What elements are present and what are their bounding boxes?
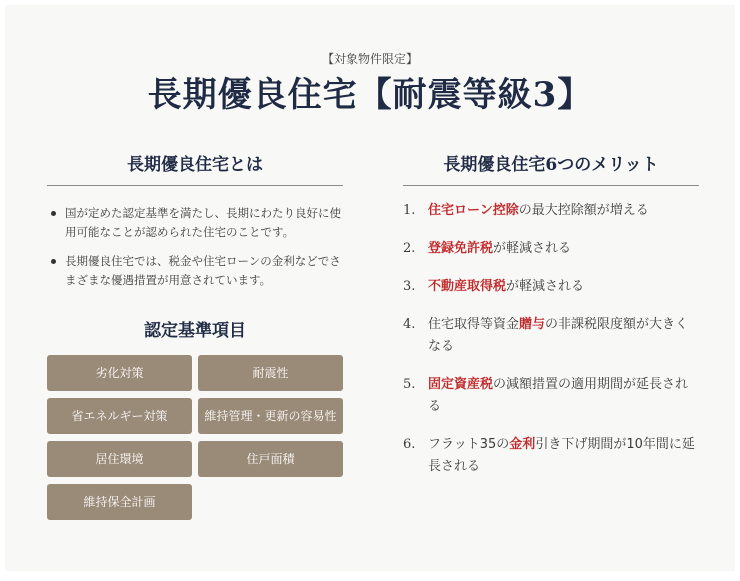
merit-number: 1. [403, 203, 416, 218]
list-item [47, 252, 343, 290]
merit-text-post: 引き下げ期間が10年間に延長される [428, 437, 695, 474]
list-item [47, 204, 343, 242]
criteria-tag: 省エネルギー対策 [47, 398, 192, 434]
merit-number: 2. [403, 241, 416, 256]
merit-highlight: 登録免許税 [428, 241, 494, 256]
merit-item [403, 314, 699, 358]
merit-number: 4. [403, 317, 416, 332]
merit-highlight: 金利 [509, 437, 536, 452]
merit-text-post: の最大控除額が増える [518, 203, 649, 218]
page-title: 長期優良住宅【耐震等級3】 [147, 75, 593, 115]
criteria-grid [47, 355, 343, 520]
merit-item [403, 374, 699, 418]
merit-highlight: 住宅ローン控除 [428, 203, 519, 218]
criteria-tag: 維持管理・更新の容易性 [198, 398, 343, 434]
merit-item [403, 434, 699, 478]
merit-text-pre: フラット35の [428, 437, 510, 452]
merit-number: 5. [403, 377, 416, 392]
criteria-tag: 住戸面積 [198, 441, 343, 477]
merit-highlight: 固定資産税 [428, 377, 494, 392]
about-bullet-list [47, 204, 343, 290]
merit-number: 6. [403, 437, 416, 452]
merit-item [403, 276, 699, 298]
merit-text-post: が軽減される [493, 241, 572, 256]
bullet-icon [51, 259, 56, 264]
merits-section [403, 150, 699, 494]
merit-text-pre: 住宅取得等資金 [428, 317, 520, 332]
about-heading: 長期優良住宅とは [47, 150, 343, 186]
page [5, 5, 735, 571]
criteria-tag: 居住環境 [47, 441, 192, 477]
merit-text-post: の非課税限度額が大きくなる [428, 317, 689, 354]
merit-text-post: の減額措置の適用期間が延長される [428, 377, 689, 414]
merits-heading: 長期優良住宅6つのメリット [403, 150, 699, 186]
criteria-tag: 維持保全計画 [47, 484, 192, 520]
merits-list [403, 200, 699, 478]
merit-text-post: が軽減される [506, 279, 585, 294]
bullet-text: 国が定めた認定基準を満たし、長期にわたり良好に使用可能なことが認められた住宅のことです。 [65, 206, 341, 239]
merit-item [403, 200, 699, 222]
merit-highlight: 贈与 [519, 317, 546, 332]
criteria-heading: 認定基準項目 [144, 321, 246, 341]
about-section [47, 150, 343, 520]
bullet-icon [51, 211, 56, 216]
bullet-text: 長期優良住宅では、税金や住宅ローンの金利などでさまざまな優遇措置が用意されています。 [65, 254, 341, 287]
criteria-tag: 耐震性 [198, 355, 343, 391]
merit-item [403, 238, 699, 260]
criteria-tag: 劣化対策 [47, 355, 192, 391]
merit-number: 3. [403, 279, 416, 294]
merit-highlight: 不動産取得税 [428, 279, 507, 294]
page-subtitle: 【対象物件限定】 [321, 52, 418, 66]
